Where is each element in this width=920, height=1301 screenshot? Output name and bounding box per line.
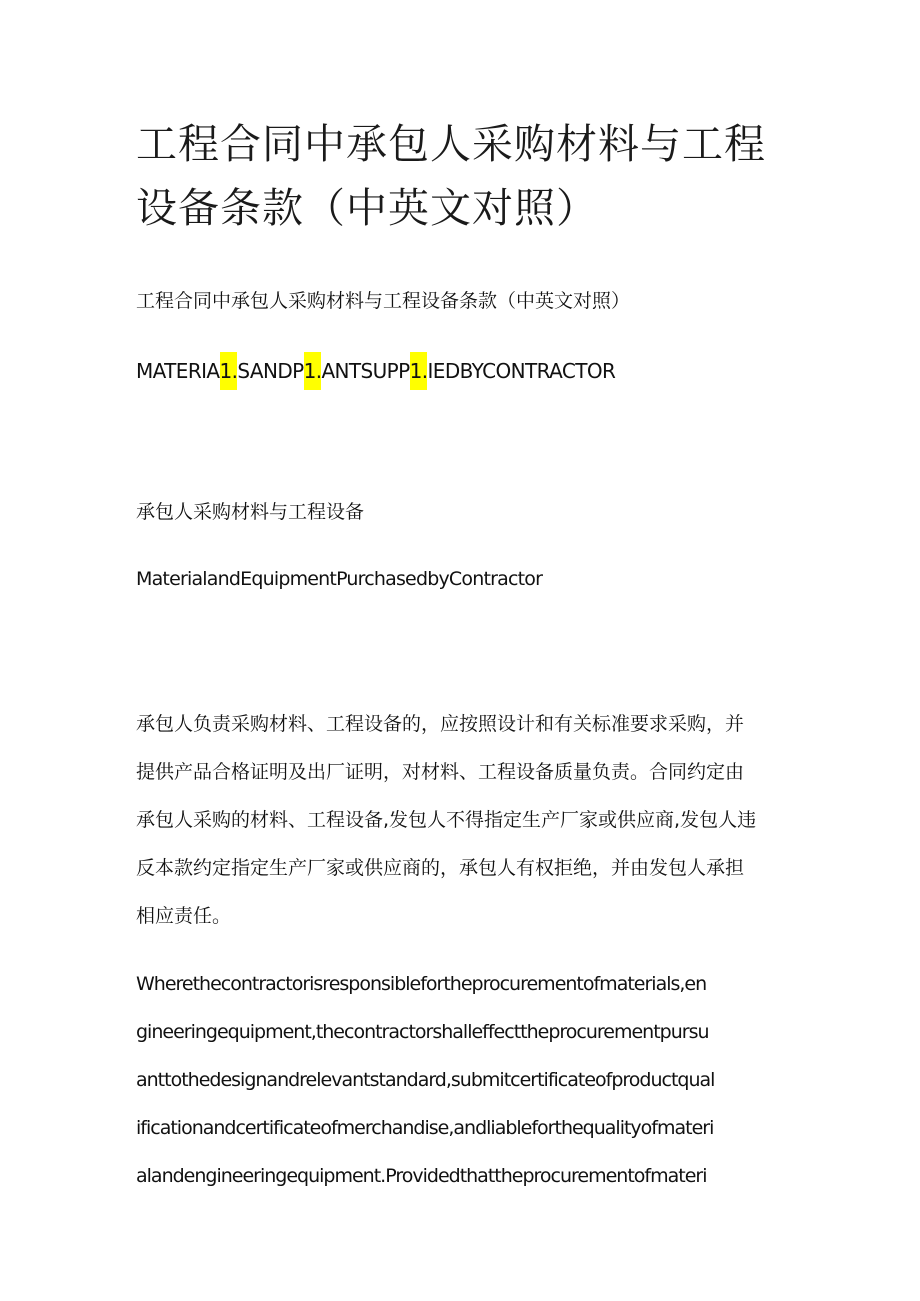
section-heading-zh: 承包人采购材料与工程设备 [136,501,365,523]
header-segment: IEDBYCONTRACTOR [427,359,616,383]
document-title: 工程合同中承包人采购材料与工程设备条款（中英文对照） [136,120,766,232]
english-section-header [136,352,615,390]
header-segment: MATERIA [136,359,220,383]
paragraph-line: gineeringequipment,thecontractorshalleffecttheprocurementpursu [136,1021,709,1043]
highlighted-number: 1. [220,352,238,390]
paragraph-line: anttothedesignandrelevantstandard,submitcertificateofproductqual [136,1069,715,1091]
highlighted-number: 1. [304,352,322,390]
header-segment: ANTSUPP [321,359,410,383]
paragraph-line: 反本款约定指定生产厂家或供应商的，承包人有权拒绝，并由发包人承担 [136,857,745,879]
paragraph-en [136,966,796,1206]
document-subtitle: 工程合同中承包人采购材料与工程设备条款（中英文对照） [136,290,631,312]
paragraph-line: Wherethecontractorisresponsiblefortheprocurementofmaterials,en [136,973,707,995]
paragraph-line: 承包人采购的材料、工程设备,发包人不得指定生产厂家或供应商,发包人违 [136,809,757,831]
paragraph-line: ificationandcertificateofmerchandise,andliableforthequalityofmateri [136,1117,714,1139]
section-heading-en: MaterialandEquipmentPurchasedbyContractor [136,568,543,590]
paragraph-line: 相应责任。 [136,905,232,927]
paragraph-zh [136,706,796,946]
paragraph-line: alandengineeringequipment.Providedthattheprocurementofmateri [136,1165,707,1187]
paragraph-line: 承包人负责采购材料、工程设备的，应按照设计和有关标准要求采购，并 [136,713,745,735]
highlighted-number: 1. [410,352,428,390]
header-segment: SANDP [237,359,304,383]
paragraph-line: 提供产品合格证明及出厂证明，对材料、工程设备质量负责。合同约定由 [136,761,745,783]
